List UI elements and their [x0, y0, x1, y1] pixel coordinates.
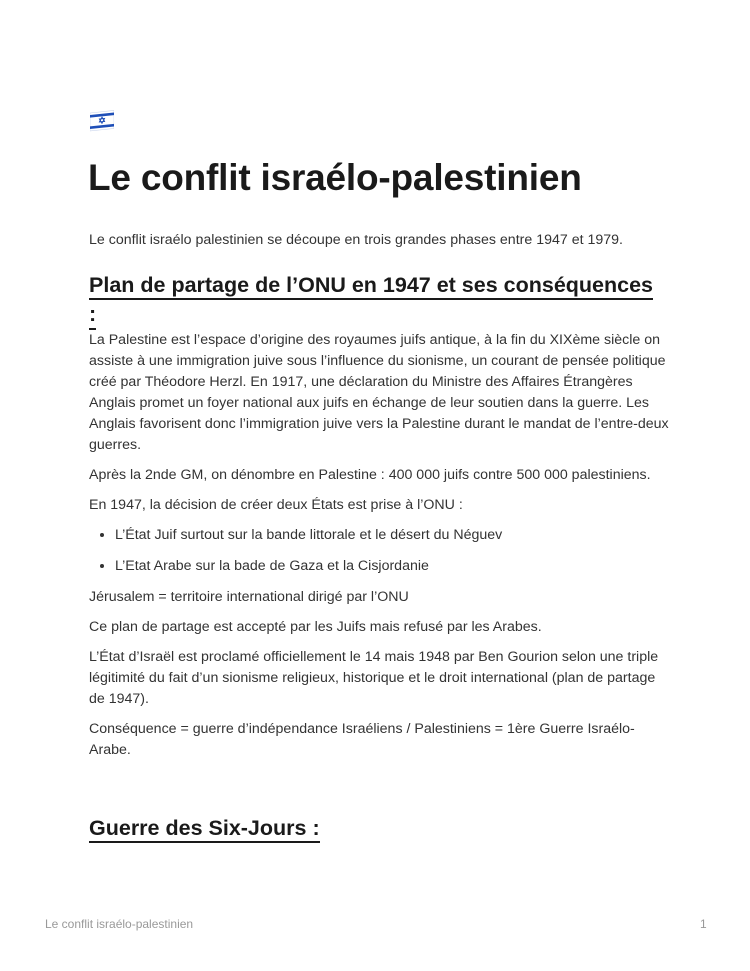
section-heading-text: Guerre des Six-Jours : [89, 816, 320, 843]
paragraph: L’État d’Israël est proclamé officiellement le 14 mais 1948 par Ben Gourion selon une triple légitimité du fait d’un sionisme religieux, historique et le droit international (plan de partage de 1947). [89, 649, 659, 707]
list-item: • L’État Juif surtout sur la bande littorale et le désert du Néguev [115, 525, 674, 546]
section-heading-six-jours [89, 815, 320, 842]
paragraph: Ce plan de partage est accepté par les Juifs mais refusé par les Arabes. [89, 619, 542, 635]
section-body [89, 330, 674, 770]
paragraph: La Palestine est l’espace d’origine des royaumes juifs antique, à la fin du XIXème siècle on assiste à une immigration juive sous l’influence du sionisme, un courant de pensée politique créé par Théodore Herzl. En 1917, une déclaration du Ministre des Affaires Étrangères Anglais promet un foyer national aux juifs en échange de leur soutien dans la guerre. Les Anglais favorisent donc l’immigration juive vers la Palestine durant le mandat de l’entre-deux guerres. [89, 332, 669, 453]
section-heading-partage [89, 272, 679, 330]
paragraph: Conséquence = guerre d’indépendance Israéliens / Palestiniens = 1ère Guerre Israélo-Arabe. [89, 721, 635, 758]
paragraph: Jérusalem = territoire international dirigé par l’ONU [89, 589, 409, 605]
footer-title: Le conflit israélo-palestinien [45, 917, 194, 931]
paragraph: En 1947, la décision de créer deux États est prise à l’ONU : [89, 497, 463, 513]
intro-paragraph: Le conflit israélo palestinien se découpe en trois grandes phases entre 1947 et 1979. [89, 232, 623, 248]
israel-flag-icon [90, 103, 114, 137]
paragraph: Après la 2nde GM, on dénombre en Palestine : 400 000 juifs contre 500 000 palestiniens. [89, 467, 651, 483]
section-heading-line2: : [89, 301, 96, 330]
page-number: 1 [700, 917, 707, 931]
bullet-list [89, 525, 674, 577]
page-title: Le conflit israélo-palestinien [88, 157, 582, 198]
section-heading-line1: Plan de partage de l’ONU en 1947 et ses conséquences [89, 273, 653, 300]
list-item: • L’Etat Arabe sur la bade de Gaza et la Cisjordanie [115, 556, 674, 577]
